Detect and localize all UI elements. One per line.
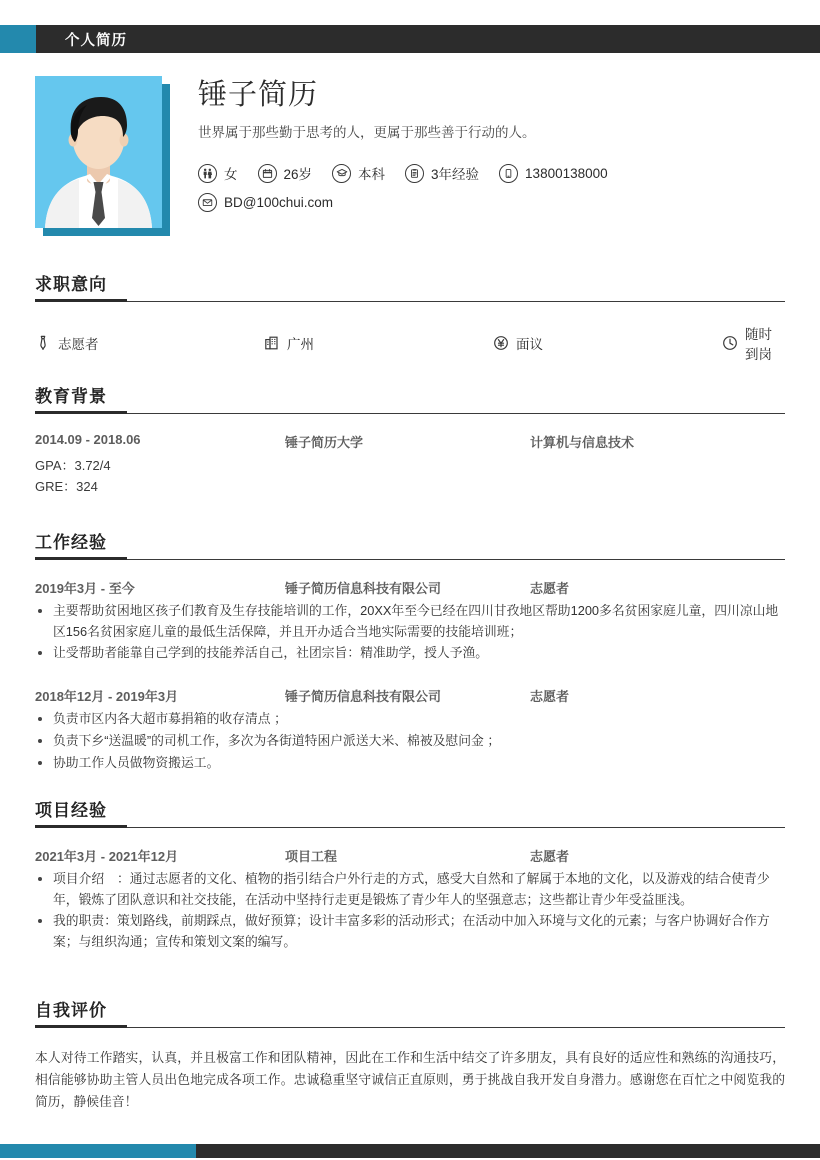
list-item: 负责下乡“送温暖”的司机工作，多次为各街道特困户派送大米、棉被及慰问金 ； — [35, 731, 785, 752]
fact-email — [198, 193, 785, 212]
avatar — [35, 76, 170, 236]
fact-gender-value: 女 — [224, 167, 238, 183]
fact-age — [258, 163, 313, 183]
section-self-evaluation — [35, 996, 785, 1113]
work-bullets — [35, 709, 785, 773]
candidate-motto: 世界属于那些勤于思考的人，更属于那些善于行动的人。 — [198, 124, 536, 140]
fact-experience — [405, 163, 479, 183]
profile-block — [35, 76, 785, 236]
work-entry-header — [35, 578, 785, 597]
footer-dark-block — [196, 1144, 820, 1158]
section-rule — [35, 413, 785, 414]
section-job-intention — [35, 270, 785, 363]
intention-position-value: 志愿者 — [58, 337, 99, 352]
fact-age-value: 26岁 — [283, 167, 313, 183]
work-entry — [35, 578, 785, 664]
section-rule-accent — [35, 825, 127, 829]
intention-availability-value: 随时到岗 — [745, 327, 772, 362]
list-item: 让受帮助者能靠自己学到的技能养活自己，社团宗旨：精准助学，授人予渔。 — [35, 643, 785, 664]
project-entry — [35, 846, 785, 953]
section-title: 自我评价 — [35, 1001, 107, 1020]
project-bullets — [35, 869, 785, 953]
education-entry-header — [35, 432, 785, 451]
clock-icon — [722, 335, 738, 351]
work-bullets — [35, 601, 785, 664]
list-item: 协助工作人员做物资搬运工。 — [35, 753, 785, 774]
education-gpa: GPA：3.72/4 — [35, 458, 111, 473]
project-name: 项目工程 — [285, 849, 338, 864]
intention-salary — [493, 323, 722, 363]
education-gre: GRE：324 — [35, 479, 98, 495]
building-icon — [264, 335, 280, 351]
person-avatar-photo-icon — [35, 76, 162, 228]
education-school: 锤子简历大学 — [285, 435, 364, 450]
fact-experience-value: 3年经验 — [431, 167, 480, 183]
education-major: 计算机与信息技术 — [530, 435, 635, 450]
document-header-bar — [0, 25, 820, 53]
fact-email-value: BD@100chui.com — [224, 195, 334, 211]
fact-education — [332, 163, 385, 183]
fact-phone — [499, 164, 608, 183]
intention-salary-value: 面议 — [516, 337, 543, 352]
section-title: 项目经验 — [35, 801, 107, 820]
work-entry-header — [35, 686, 785, 705]
header-accent-block — [0, 25, 36, 53]
clipboard-icon — [405, 164, 424, 183]
intention-city — [264, 323, 493, 363]
list-item: 项目介绍 ：通过志愿者的文化、植物的指引结合户外行走的方式，感受大自然和了解属于本地的文化，以及游戏的结合使青少年，锻炼了团队意识和社交技能，在活动中坚持行走更是锻炼了青少年人的坚强意志；这些都让青少年受益匪浅。 — [35, 869, 785, 910]
job-intention-row — [35, 323, 785, 363]
candidate-facts — [198, 163, 785, 183]
section-rule-accent — [35, 1025, 127, 1029]
section-heading — [35, 528, 785, 560]
work-date: 2018年12月 - 2019年3月 — [35, 689, 179, 705]
section-rule — [35, 559, 785, 560]
work-role: 志愿者 — [530, 581, 570, 596]
fact-phone-value: 13800138000 — [525, 165, 608, 181]
intention-availability — [722, 323, 785, 363]
section-project-experience — [35, 796, 785, 954]
graduation-cap-icon — [332, 164, 351, 183]
project-role: 志愿者 — [530, 849, 570, 864]
section-heading — [35, 382, 785, 414]
fact-gender — [198, 163, 238, 183]
candidate-name: 锤子简历 — [198, 79, 319, 111]
intention-city-value: 广州 — [287, 337, 314, 352]
section-rule — [35, 1027, 785, 1028]
section-heading — [35, 270, 785, 302]
profile-details — [198, 76, 785, 212]
work-company: 锤子简历信息科技有限公司 — [285, 581, 442, 596]
work-entry — [35, 686, 785, 773]
list-item: 我的职责：策划路线，前期踩点，做好预算；设计丰富多彩的活动形式；在活动中加入环境与文化的元素；与客户协调好合作方案；与组织沟通；宣传和策划文案的编写。 — [35, 911, 785, 952]
necktie-icon — [35, 335, 51, 351]
footer-accent-block — [0, 1144, 196, 1158]
gender-icon — [198, 164, 217, 183]
education-date: 2014.09 - 2018.06 — [35, 432, 141, 447]
phone-icon — [499, 164, 518, 183]
yen-icon — [493, 335, 509, 351]
section-rule-accent — [35, 557, 127, 561]
fact-education-value: 本科 — [358, 167, 386, 183]
project-entry-header — [35, 846, 785, 865]
section-rule — [35, 827, 785, 828]
intention-position — [35, 323, 264, 363]
project-date: 2021年3月 - 2021年12月 — [35, 849, 179, 864]
section-rule — [35, 301, 785, 302]
self-evaluation-text: 本人对待工作踏实，认真，并且极富工作和团队精神，因此在工作和生活中结交了许多朋友，具有良好的适应性和熟练的沟通技巧，相信能够协助主管人员出色地完成各项工作。忠诚稳重坚守诚信正直原则，勇于挑战自我开发自身潜力。感谢您在百忙之中阅览我的简历，静候佳音！ — [35, 1050, 785, 1109]
section-education — [35, 382, 785, 498]
section-rule-accent — [35, 411, 127, 415]
work-date: 2019年3月 - 至今 — [35, 581, 135, 596]
document-footer-bar — [0, 1144, 820, 1158]
calendar-icon — [258, 164, 277, 183]
work-company: 锤子简历信息科技有限公司 — [285, 689, 442, 705]
envelope-icon — [198, 193, 217, 212]
section-work-experience — [35, 528, 785, 774]
section-title: 工作经验 — [35, 533, 107, 552]
section-heading — [35, 796, 785, 828]
list-item: 主要帮助贫困地区孩子们教育及生存技能培训的工作，20XX年至今已经在四川甘孜地区帮助1200多名贫困家庭儿童，四川凉山地区156名贫困家庭儿童的最低生活保障，并且开办适合当地实际需要的技能培训班； — [35, 601, 785, 642]
page-title: 个人简历 — [65, 32, 127, 49]
education-entry — [35, 432, 785, 498]
work-role: 志愿者 — [530, 689, 570, 705]
avatar-photo — [35, 76, 162, 228]
list-item: 负责市区内各大超市募捐箱的收存清点 ； — [35, 709, 785, 730]
section-title: 求职意向 — [35, 275, 107, 294]
section-rule-accent — [35, 299, 127, 303]
section-heading — [35, 996, 785, 1028]
section-title: 教育背景 — [35, 387, 107, 406]
